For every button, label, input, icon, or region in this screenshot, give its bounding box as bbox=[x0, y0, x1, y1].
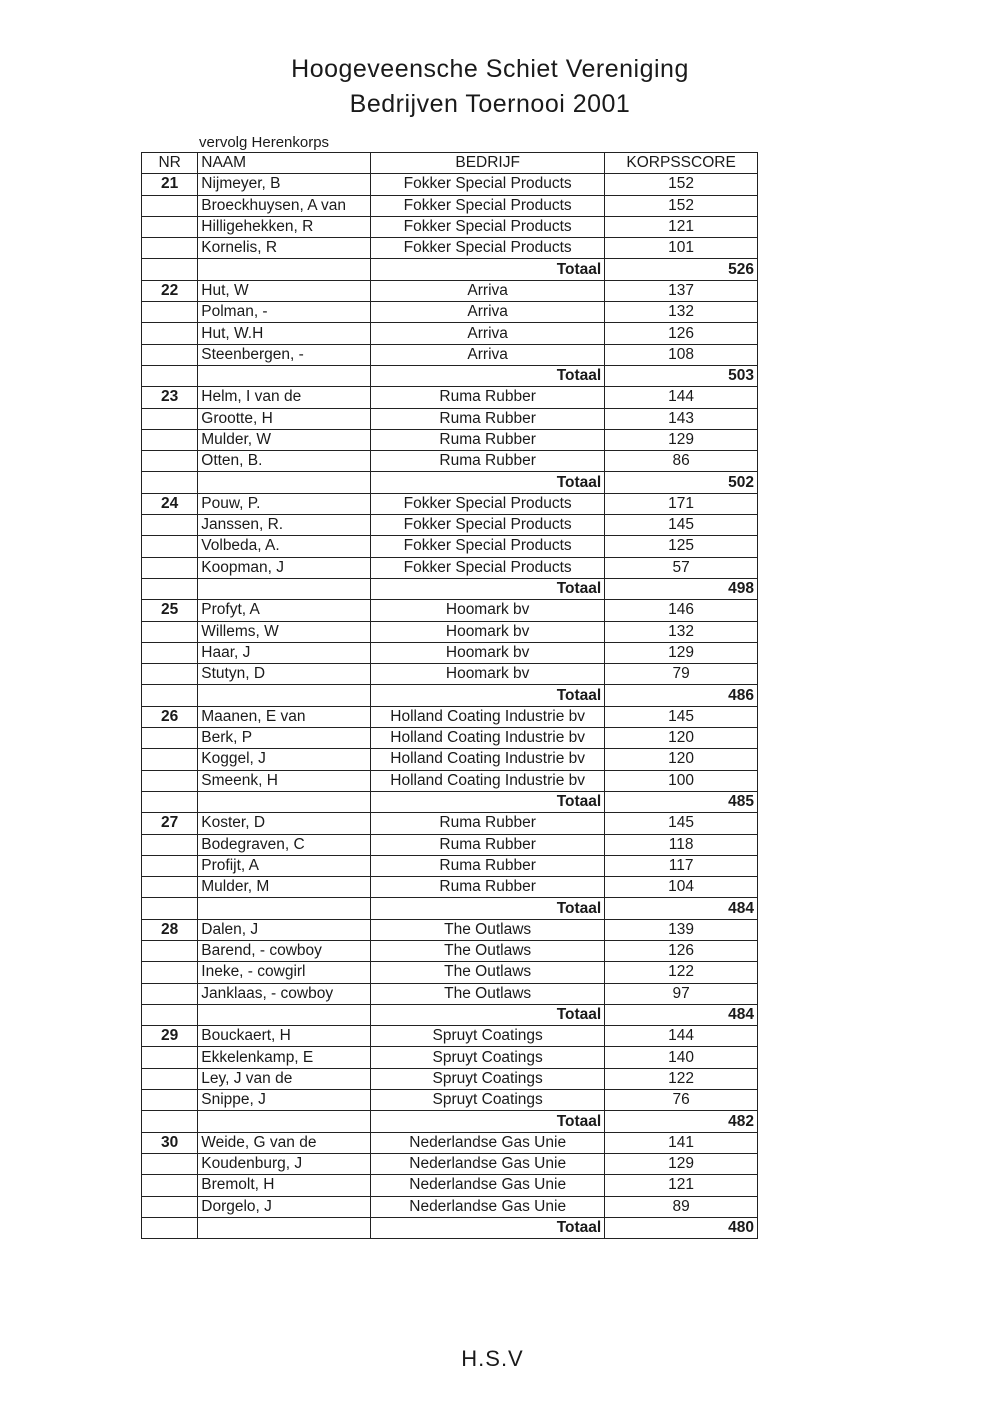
member-name: Bodegraven, C bbox=[198, 834, 371, 855]
team-number: 30 bbox=[142, 1132, 198, 1153]
member-score: 140 bbox=[605, 1047, 758, 1068]
header-bedrijf: BEDRIJF bbox=[371, 153, 605, 174]
table-row bbox=[142, 877, 758, 898]
table-row bbox=[142, 706, 758, 727]
header-naam: NAAM bbox=[198, 153, 371, 174]
empty-cell bbox=[198, 898, 371, 919]
total-row bbox=[142, 578, 758, 599]
member-name: Janklaas, - cowboy bbox=[198, 983, 371, 1004]
table-row bbox=[142, 429, 758, 450]
empty-cell bbox=[198, 1004, 371, 1025]
member-name: Profijt, A bbox=[198, 855, 371, 876]
member-company: Ruma Rubber bbox=[371, 451, 605, 472]
table-row bbox=[142, 1068, 758, 1089]
total-label: Totaal bbox=[371, 791, 605, 812]
team-number: 26 bbox=[142, 706, 198, 727]
team-number bbox=[142, 1047, 198, 1068]
member-company: The Outlaws bbox=[371, 962, 605, 983]
member-score: 118 bbox=[605, 834, 758, 855]
total-label: Totaal bbox=[371, 898, 605, 919]
table-body bbox=[142, 174, 758, 1239]
member-score: 143 bbox=[605, 408, 758, 429]
team-total-score: 482 bbox=[605, 1111, 758, 1132]
section-label: vervolg Herenkorps bbox=[199, 134, 330, 151]
member-score: 101 bbox=[605, 238, 758, 259]
document-title: Hoogeveensche Schiet Vereniging bbox=[291, 55, 689, 83]
table-row bbox=[142, 813, 758, 834]
member-score: 125 bbox=[605, 536, 758, 557]
team-number bbox=[142, 940, 198, 961]
team-number bbox=[142, 323, 198, 344]
member-name: Janssen, R. bbox=[198, 515, 371, 536]
empty-cell bbox=[142, 259, 198, 280]
member-score: 86 bbox=[605, 451, 758, 472]
member-company: Spruyt Coatings bbox=[371, 1026, 605, 1047]
member-score: 57 bbox=[605, 557, 758, 578]
table-row bbox=[142, 855, 758, 876]
team-total-score: 526 bbox=[605, 259, 758, 280]
team-number bbox=[142, 557, 198, 578]
team-number bbox=[142, 429, 198, 450]
member-company: Nederlandse Gas Unie bbox=[371, 1132, 605, 1153]
team-total-score: 485 bbox=[605, 791, 758, 812]
table-row bbox=[142, 536, 758, 557]
member-company: Ruma Rubber bbox=[371, 834, 605, 855]
table-row bbox=[142, 962, 758, 983]
header-korpsscore: KORPSSCORE bbox=[605, 153, 758, 174]
member-company: Arriva bbox=[371, 302, 605, 323]
member-company: Ruma Rubber bbox=[371, 387, 605, 408]
table-row bbox=[142, 919, 758, 940]
team-number bbox=[142, 855, 198, 876]
total-label: Totaal bbox=[371, 1217, 605, 1238]
member-name: Grootte, H bbox=[198, 408, 371, 429]
total-row bbox=[142, 685, 758, 706]
member-company: Hoomark bv bbox=[371, 621, 605, 642]
empty-cell bbox=[142, 685, 198, 706]
member-company: Ruma Rubber bbox=[371, 877, 605, 898]
member-score: 141 bbox=[605, 1132, 758, 1153]
table-row bbox=[142, 174, 758, 195]
empty-cell bbox=[198, 259, 371, 280]
table-row bbox=[142, 621, 758, 642]
footer-abbreviation: H.S.V bbox=[461, 1346, 524, 1371]
table-row bbox=[142, 770, 758, 791]
team-number: 24 bbox=[142, 493, 198, 514]
member-score: 152 bbox=[605, 195, 758, 216]
member-name: Broeckhuysen, A van bbox=[198, 195, 371, 216]
table-row bbox=[142, 728, 758, 749]
team-number bbox=[142, 344, 198, 365]
table-row bbox=[142, 600, 758, 621]
team-number bbox=[142, 1153, 198, 1174]
team-number: 27 bbox=[142, 813, 198, 834]
table-row bbox=[142, 344, 758, 365]
member-score: 129 bbox=[605, 642, 758, 663]
total-row bbox=[142, 1004, 758, 1025]
member-name: Haar, J bbox=[198, 642, 371, 663]
member-name: Hilligehekken, R bbox=[198, 216, 371, 237]
member-company: Fokker Special Products bbox=[371, 515, 605, 536]
table-row bbox=[142, 195, 758, 216]
member-name: Mulder, M bbox=[198, 877, 371, 898]
member-score: 132 bbox=[605, 621, 758, 642]
team-number bbox=[142, 195, 198, 216]
member-company: Arriva bbox=[371, 323, 605, 344]
total-label: Totaal bbox=[371, 1004, 605, 1025]
team-total-score: 484 bbox=[605, 1004, 758, 1025]
member-score: 108 bbox=[605, 344, 758, 365]
empty-cell bbox=[142, 791, 198, 812]
member-score: 144 bbox=[605, 387, 758, 408]
empty-cell bbox=[198, 472, 371, 493]
total-label: Totaal bbox=[371, 1111, 605, 1132]
empty-cell bbox=[142, 1111, 198, 1132]
member-company: Holland Coating Industrie bv bbox=[371, 770, 605, 791]
member-company: Fokker Special Products bbox=[371, 216, 605, 237]
member-score: 129 bbox=[605, 429, 758, 450]
team-number bbox=[142, 983, 198, 1004]
table-row bbox=[142, 1132, 758, 1153]
team-number bbox=[142, 749, 198, 770]
document-subtitle: Bedrijven Toernooi 2001 bbox=[349, 90, 631, 118]
member-name: Polman, - bbox=[198, 302, 371, 323]
member-company: Fokker Special Products bbox=[371, 238, 605, 259]
member-name: Ley, J van de bbox=[198, 1068, 371, 1089]
team-number bbox=[142, 770, 198, 791]
member-company: Holland Coating Industrie bv bbox=[371, 728, 605, 749]
member-company: Ruma Rubber bbox=[371, 813, 605, 834]
member-name: Maanen, E van bbox=[198, 706, 371, 727]
member-score: 121 bbox=[605, 216, 758, 237]
table-row bbox=[142, 515, 758, 536]
team-number bbox=[142, 728, 198, 749]
member-name: Mulder, W bbox=[198, 429, 371, 450]
member-name: Koster, D bbox=[198, 813, 371, 834]
member-company: Ruma Rubber bbox=[371, 855, 605, 876]
member-name: Nijmeyer, B bbox=[198, 174, 371, 195]
member-score: 145 bbox=[605, 706, 758, 727]
header-nr: NR bbox=[142, 153, 198, 174]
member-score: 120 bbox=[605, 728, 758, 749]
table-row bbox=[142, 1047, 758, 1068]
table-row bbox=[142, 451, 758, 472]
table-row bbox=[142, 493, 758, 514]
table-row bbox=[142, 1090, 758, 1111]
empty-cell bbox=[142, 578, 198, 599]
member-company: Fokker Special Products bbox=[371, 536, 605, 557]
total-row bbox=[142, 1217, 758, 1238]
team-number bbox=[142, 1175, 198, 1196]
total-row bbox=[142, 259, 758, 280]
member-score: 139 bbox=[605, 919, 758, 940]
member-score: 132 bbox=[605, 302, 758, 323]
team-number bbox=[142, 451, 198, 472]
member-name: Dalen, J bbox=[198, 919, 371, 940]
member-name: Smeenk, H bbox=[198, 770, 371, 791]
member-score: 121 bbox=[605, 1175, 758, 1196]
empty-cell bbox=[198, 1217, 371, 1238]
team-number bbox=[142, 536, 198, 557]
member-name: Ineke, - cowgirl bbox=[198, 962, 371, 983]
member-score: 122 bbox=[605, 1068, 758, 1089]
member-company: Hoomark bv bbox=[371, 600, 605, 621]
empty-cell bbox=[142, 1004, 198, 1025]
member-score: 145 bbox=[605, 813, 758, 834]
member-score: 146 bbox=[605, 600, 758, 621]
team-number bbox=[142, 515, 198, 536]
team-number bbox=[142, 1196, 198, 1217]
team-number: 29 bbox=[142, 1026, 198, 1047]
member-score: 126 bbox=[605, 940, 758, 961]
team-total-score: 484 bbox=[605, 898, 758, 919]
member-name: Berk, P bbox=[198, 728, 371, 749]
member-score: 117 bbox=[605, 855, 758, 876]
table-row bbox=[142, 323, 758, 344]
member-name: Hut, W.H bbox=[198, 323, 371, 344]
score-table bbox=[141, 152, 758, 1239]
member-name: Koudenburg, J bbox=[198, 1153, 371, 1174]
member-score: 144 bbox=[605, 1026, 758, 1047]
empty-cell bbox=[198, 791, 371, 812]
table-row bbox=[142, 1175, 758, 1196]
team-number bbox=[142, 962, 198, 983]
member-company: Fokker Special Products bbox=[371, 493, 605, 514]
member-name: Koopman, J bbox=[198, 557, 371, 578]
member-company: Ruma Rubber bbox=[371, 429, 605, 450]
member-name: Weide, G van de bbox=[198, 1132, 371, 1153]
empty-cell bbox=[142, 365, 198, 386]
team-number bbox=[142, 621, 198, 642]
table-row bbox=[142, 557, 758, 578]
team-total-score: 502 bbox=[605, 472, 758, 493]
member-score: 104 bbox=[605, 877, 758, 898]
table-row bbox=[142, 1026, 758, 1047]
member-name: Dorgelo, J bbox=[198, 1196, 371, 1217]
total-row bbox=[142, 791, 758, 812]
member-name: Willems, W bbox=[198, 621, 371, 642]
team-number bbox=[142, 302, 198, 323]
member-name: Profyt, A bbox=[198, 600, 371, 621]
member-company: Ruma Rubber bbox=[371, 408, 605, 429]
member-company: Spruyt Coatings bbox=[371, 1047, 605, 1068]
member-company: Nederlandse Gas Unie bbox=[371, 1175, 605, 1196]
empty-cell bbox=[198, 578, 371, 599]
empty-cell bbox=[198, 685, 371, 706]
table-row bbox=[142, 238, 758, 259]
team-number: 21 bbox=[142, 174, 198, 195]
member-score: 100 bbox=[605, 770, 758, 791]
member-name: Stutyn, D bbox=[198, 664, 371, 685]
table-row bbox=[142, 216, 758, 237]
total-row bbox=[142, 472, 758, 493]
member-company: Fokker Special Products bbox=[371, 174, 605, 195]
member-name: Pouw, P. bbox=[198, 493, 371, 514]
table-row bbox=[142, 642, 758, 663]
member-company: Hoomark bv bbox=[371, 664, 605, 685]
team-number bbox=[142, 834, 198, 855]
team-number: 22 bbox=[142, 280, 198, 301]
member-company: Arriva bbox=[371, 344, 605, 365]
member-name: Helm, I van de bbox=[198, 387, 371, 408]
member-score: 126 bbox=[605, 323, 758, 344]
total-row bbox=[142, 898, 758, 919]
table-row bbox=[142, 664, 758, 685]
table-row bbox=[142, 302, 758, 323]
member-company: Fokker Special Products bbox=[371, 557, 605, 578]
team-number bbox=[142, 408, 198, 429]
member-name: Kornelis, R bbox=[198, 238, 371, 259]
team-number bbox=[142, 642, 198, 663]
member-name: Steenbergen, - bbox=[198, 344, 371, 365]
table-row bbox=[142, 408, 758, 429]
member-score: 76 bbox=[605, 1090, 758, 1111]
total-label: Totaal bbox=[371, 365, 605, 386]
member-company: Spruyt Coatings bbox=[371, 1068, 605, 1089]
member-score: 79 bbox=[605, 664, 758, 685]
team-number bbox=[142, 877, 198, 898]
member-company: Holland Coating Industrie bv bbox=[371, 749, 605, 770]
member-name: Hut, W bbox=[198, 280, 371, 301]
member-company: The Outlaws bbox=[371, 919, 605, 940]
team-total-score: 480 bbox=[605, 1217, 758, 1238]
team-total-score: 503 bbox=[605, 365, 758, 386]
team-number: 28 bbox=[142, 919, 198, 940]
total-label: Totaal bbox=[371, 472, 605, 493]
table-row bbox=[142, 834, 758, 855]
member-score: 145 bbox=[605, 515, 758, 536]
member-name: Barend, - cowboy bbox=[198, 940, 371, 961]
team-number: 23 bbox=[142, 387, 198, 408]
member-company: Holland Coating Industrie bv bbox=[371, 706, 605, 727]
member-score: 152 bbox=[605, 174, 758, 195]
member-name: Volbeda, A. bbox=[198, 536, 371, 557]
member-score: 122 bbox=[605, 962, 758, 983]
team-number: 25 bbox=[142, 600, 198, 621]
member-name: Bouckaert, H bbox=[198, 1026, 371, 1047]
member-score: 97 bbox=[605, 983, 758, 1004]
member-name: Bremolt, H bbox=[198, 1175, 371, 1196]
member-company: Hoomark bv bbox=[371, 642, 605, 663]
empty-cell bbox=[142, 472, 198, 493]
member-name: Koggel, J bbox=[198, 749, 371, 770]
team-number bbox=[142, 216, 198, 237]
team-total-score: 498 bbox=[605, 578, 758, 599]
member-company: The Outlaws bbox=[371, 940, 605, 961]
member-company: Nederlandse Gas Unie bbox=[371, 1196, 605, 1217]
member-company: Fokker Special Products bbox=[371, 195, 605, 216]
member-score: 120 bbox=[605, 749, 758, 770]
member-company: The Outlaws bbox=[371, 983, 605, 1004]
table-row bbox=[142, 940, 758, 961]
team-number bbox=[142, 238, 198, 259]
total-label: Totaal bbox=[371, 259, 605, 280]
member-company: Nederlandse Gas Unie bbox=[371, 1153, 605, 1174]
member-company: Spruyt Coatings bbox=[371, 1090, 605, 1111]
member-score: 137 bbox=[605, 280, 758, 301]
team-number bbox=[142, 1068, 198, 1089]
total-row bbox=[142, 1111, 758, 1132]
member-score: 89 bbox=[605, 1196, 758, 1217]
table-row bbox=[142, 280, 758, 301]
empty-cell bbox=[142, 1217, 198, 1238]
empty-cell bbox=[142, 898, 198, 919]
total-label: Totaal bbox=[371, 578, 605, 599]
member-name: Ekkelenkamp, E bbox=[198, 1047, 371, 1068]
table-row bbox=[142, 749, 758, 770]
table-row bbox=[142, 983, 758, 1004]
member-name: Otten, B. bbox=[198, 451, 371, 472]
table-row bbox=[142, 1196, 758, 1217]
member-score: 171 bbox=[605, 493, 758, 514]
member-score: 129 bbox=[605, 1153, 758, 1174]
empty-cell bbox=[198, 1111, 371, 1132]
member-company: Arriva bbox=[371, 280, 605, 301]
total-label: Totaal bbox=[371, 685, 605, 706]
total-row bbox=[142, 365, 758, 386]
team-total-score: 486 bbox=[605, 685, 758, 706]
table-row bbox=[142, 1153, 758, 1174]
table-row bbox=[142, 387, 758, 408]
team-number bbox=[142, 1090, 198, 1111]
empty-cell bbox=[198, 365, 371, 386]
member-name: Snippe, J bbox=[198, 1090, 371, 1111]
team-number bbox=[142, 664, 198, 685]
table-header-row bbox=[142, 153, 758, 174]
